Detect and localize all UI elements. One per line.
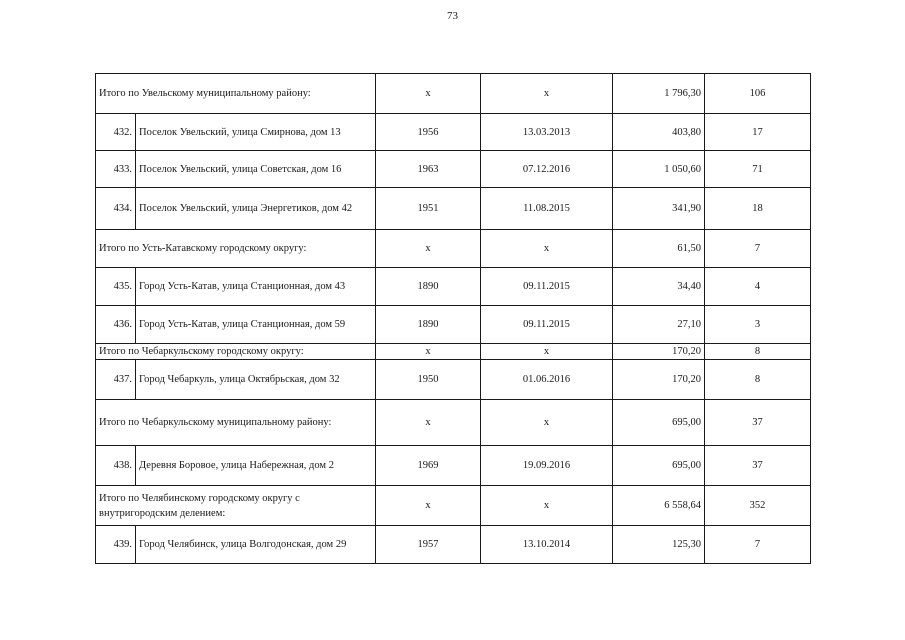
year-built: х (376, 344, 481, 360)
recognition-date: 07.12.2016 (481, 151, 613, 188)
residents-count: 18 (705, 188, 811, 230)
area: 1 796,30 (613, 74, 705, 114)
year-built: х (376, 486, 481, 526)
area: 6 558,64 (613, 486, 705, 526)
residents-count: 17 (705, 114, 811, 151)
residents-count: 7 (705, 526, 811, 564)
address: Город Челябинск, улица Волгодонская, дом 29 (136, 526, 376, 564)
table-row (96, 446, 811, 486)
year-built: 1963 (376, 151, 481, 188)
recognition-date: 13.10.2014 (481, 526, 613, 564)
recognition-date: 09.11.2015 (481, 268, 613, 306)
housing-registry-table (95, 73, 811, 564)
total-label: Итого по Усть-Катавскому городскому округу: (96, 230, 376, 268)
total-label: Итого по Чебаркульскому городскому округу: (96, 344, 376, 360)
year-built: х (376, 400, 481, 446)
recognition-date: х (481, 230, 613, 268)
address: Город Усть-Катав, улица Станционная, дом 59 (136, 306, 376, 344)
area: 1 050,60 (613, 151, 705, 188)
area: 403,80 (613, 114, 705, 151)
residents-count: 71 (705, 151, 811, 188)
year-built: 1951 (376, 188, 481, 230)
area: 695,00 (613, 400, 705, 446)
recognition-date: х (481, 400, 613, 446)
recognition-date: 09.11.2015 (481, 306, 613, 344)
year-built: 1956 (376, 114, 481, 151)
row-number: 436. (96, 306, 136, 344)
residents-count: 7 (705, 230, 811, 268)
residents-count: 8 (705, 360, 811, 400)
year-built: 1969 (376, 446, 481, 486)
recognition-date: х (481, 74, 613, 114)
row-number: 432. (96, 114, 136, 151)
residents-count: 37 (705, 446, 811, 486)
year-built: х (376, 230, 481, 268)
year-built: 1890 (376, 306, 481, 344)
row-number: 437. (96, 360, 136, 400)
recognition-date: 01.06.2016 (481, 360, 613, 400)
address: Поселок Увельский, улица Смирнова, дом 13 (136, 114, 376, 151)
year-built: 1950 (376, 360, 481, 400)
page-number: 73 (447, 10, 458, 22)
area: 341,90 (613, 188, 705, 230)
total-label: Итого по Увельскому муниципальному району: (96, 74, 376, 114)
table-total-row (96, 344, 811, 360)
row-number: 433. (96, 151, 136, 188)
area: 695,00 (613, 446, 705, 486)
table-total-row (96, 400, 811, 446)
table-total-row (96, 230, 811, 268)
recognition-date: 19.09.2016 (481, 446, 613, 486)
table-row (96, 526, 811, 564)
recognition-date: 11.08.2015 (481, 188, 613, 230)
area: 61,50 (613, 230, 705, 268)
row-number: 439. (96, 526, 136, 564)
residents-count: 352 (705, 486, 811, 526)
residents-count: 4 (705, 268, 811, 306)
year-built: 1890 (376, 268, 481, 306)
address: Город Чебаркуль, улица Октябрьская, дом 32 (136, 360, 376, 400)
total-label: Итого по Челябинскому городскому округу с внутригородским делением: (96, 486, 376, 526)
row-number: 435. (96, 268, 136, 306)
recognition-date: х (481, 486, 613, 526)
residents-count: 37 (705, 400, 811, 446)
address: Поселок Увельский, улица Энергетиков, дом 42 (136, 188, 376, 230)
table-row (96, 151, 811, 188)
area: 27,10 (613, 306, 705, 344)
year-built: х (376, 74, 481, 114)
residents-count: 106 (705, 74, 811, 114)
residents-count: 8 (705, 344, 811, 360)
area: 34,40 (613, 268, 705, 306)
table-row (96, 268, 811, 306)
table-row (96, 114, 811, 151)
year-built: 1957 (376, 526, 481, 564)
recognition-date: х (481, 344, 613, 360)
table-row (96, 360, 811, 400)
row-number: 434. (96, 188, 136, 230)
area: 170,20 (613, 360, 705, 400)
table-row (96, 306, 811, 344)
address: Деревня Боровое, улица Набережная, дом 2 (136, 446, 376, 486)
table-total-row (96, 74, 811, 114)
table-total-row (96, 486, 811, 526)
table-row (96, 188, 811, 230)
area: 170,20 (613, 344, 705, 360)
residents-count: 3 (705, 306, 811, 344)
address: Город Усть-Катав, улица Станционная, дом 43 (136, 268, 376, 306)
total-label: Итого по Чебаркульскому муниципальному району: (96, 400, 376, 446)
row-number: 438. (96, 446, 136, 486)
address: Поселок Увельский, улица Советская, дом 16 (136, 151, 376, 188)
area: 125,30 (613, 526, 705, 564)
recognition-date: 13.03.2013 (481, 114, 613, 151)
